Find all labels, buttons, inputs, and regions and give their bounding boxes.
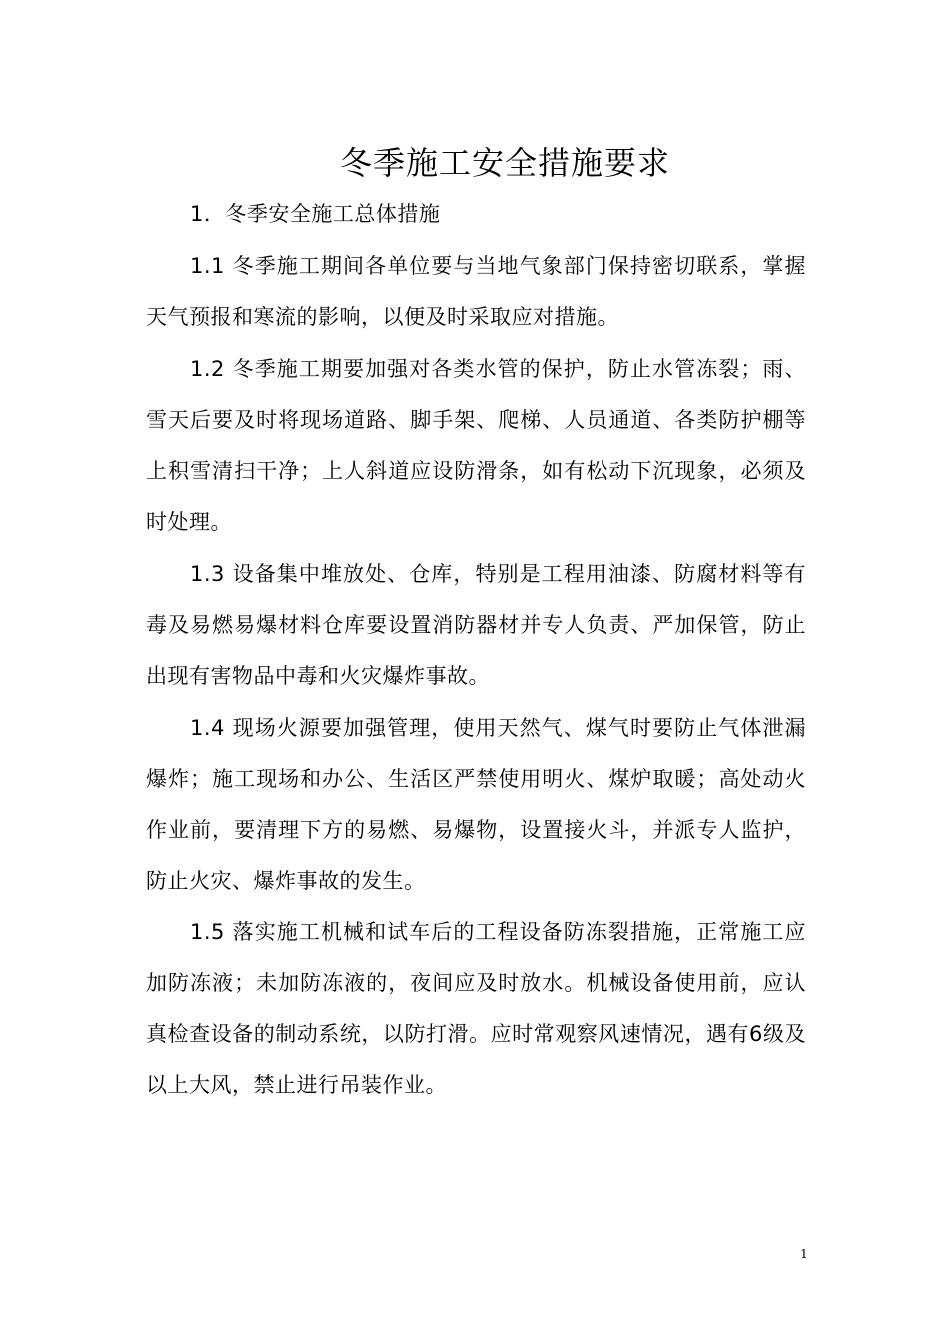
section-heading: 1．冬季安全施工总体措施 bbox=[190, 202, 441, 226]
paragraph-1-4: 1.4 现场火源要加强管理，使用天然气、煤气时要防止气体泄漏爆炸；施工现场和办公、生活区严禁使用明火、煤炉取暖；高处动火作业前，要清理下方的易燃、易爆物，设置接火斗，并派专人监护，防止火灾、爆炸事故的发生。 bbox=[146, 716, 806, 893]
paragraph-1-1: 1.1 冬季施工期间各单位要与当地气象部门保持密切联系，掌握天气预报和寒流的影响，以便及时采取应对措施。 bbox=[146, 254, 806, 329]
document-title: 冬季施工安全措施要求 bbox=[339, 144, 670, 183]
paragraph-1-2: 1.2 冬季施工期要加强对各类水管的保护，防止水管冻裂；雨、雪天后要及时将现场道路、脚手架、爬梯、人员通道、各类防护棚等上积雪清扫干净；上人斜道应设防滑条，如有松动下沉现象，必须及时处理。 bbox=[146, 357, 806, 534]
paragraph-1-3: 1.3 设备集中堆放处、仓库，特别是工程用油漆、防腐材料等有毒及易燃易爆材料仓库要设置消防器材并专人负责、严加保管，防止出现有害物品中毒和火灾爆炸事故。 bbox=[146, 562, 806, 688]
paragraph-1-5: 1.5 落实施工机械和试车后的工程设备防冻裂措施，正常施工应加防冻液；未加防冻液的，夜间应及时放水。机械设备使用前，应认真检查设备的制动系统，以防打滑。应时常观察风速情况，遇有6级及以上大风，禁止进行吊装作业。 bbox=[146, 920, 806, 1097]
page-number: 1 bbox=[800, 1247, 808, 1261]
